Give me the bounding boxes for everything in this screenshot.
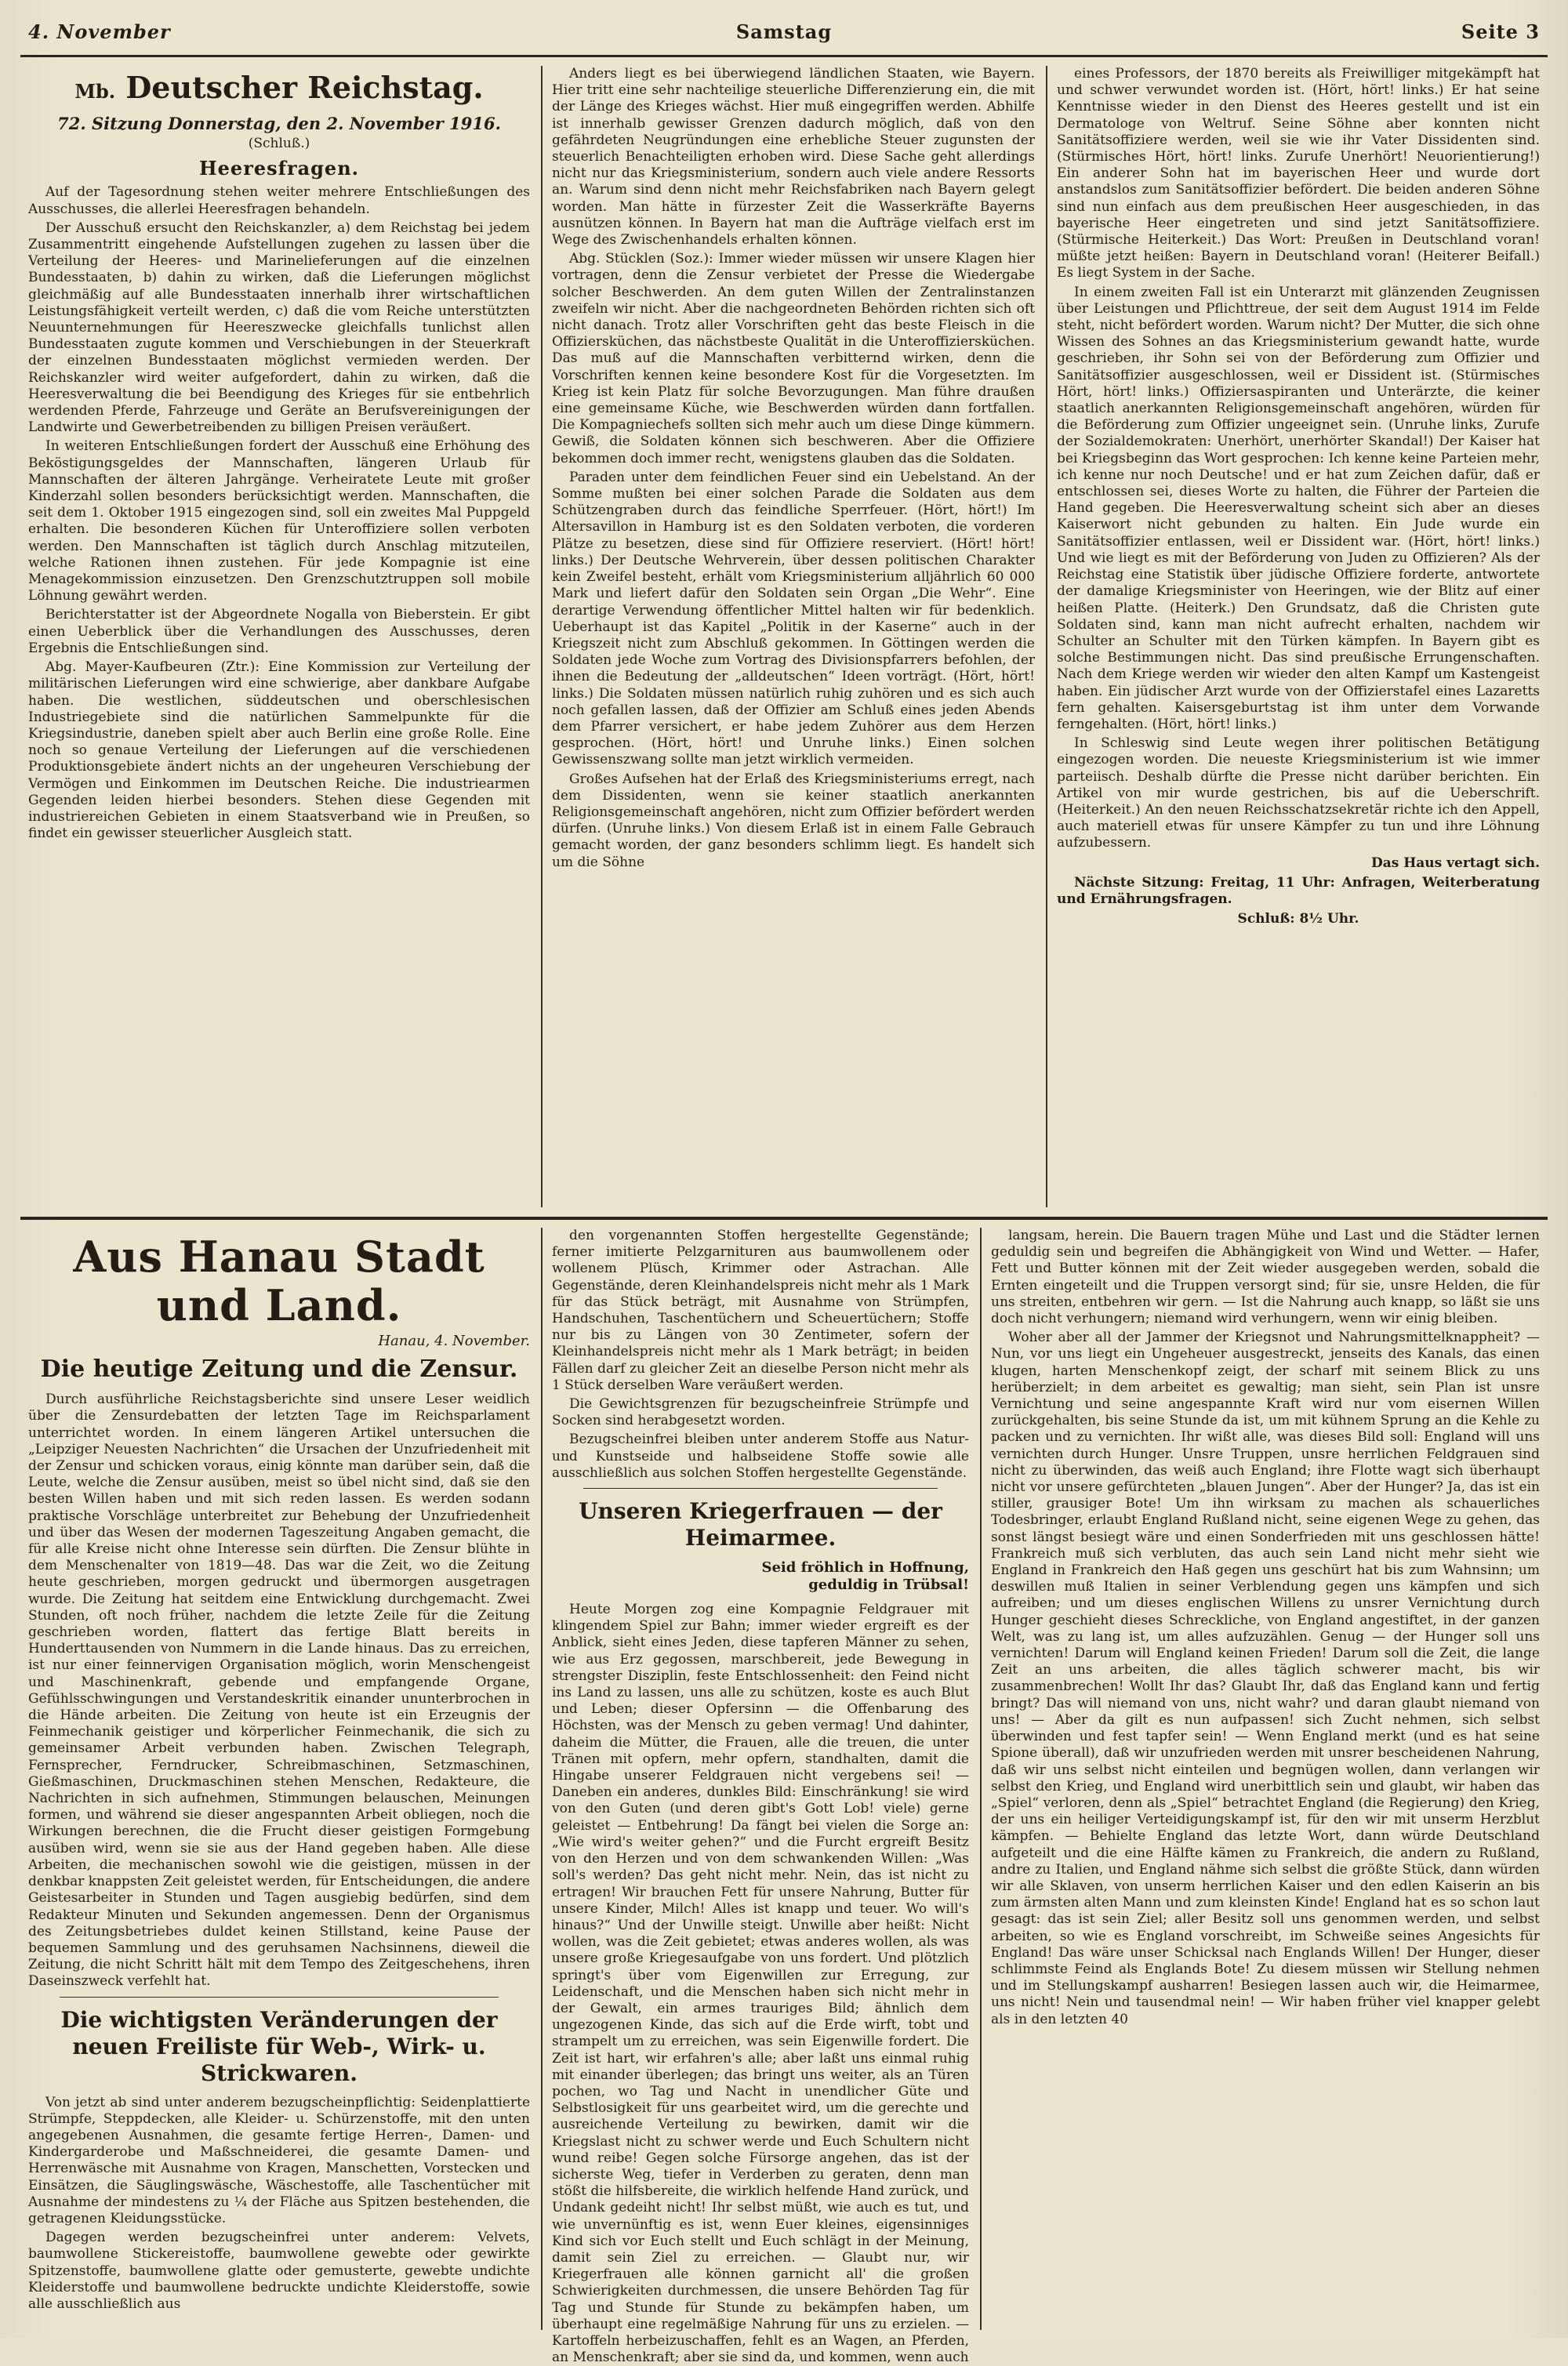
paragraph: Der Ausschuß ersucht den Reichskanzler, a) dem Reichstag bei jedem Zusammentritt eingehende Aufstellungen zugehen zu lassen über die Verteilung der Heeres- und Marinelieferungen auf die einzelnen Bundesstaaten, b) dahin zu wirken, daß die Lieferungen möglichst gleichmäßig auf alle Bundesstaaten innerhalb ihrer wirtschaftlichen Leistungsfähigkeit verteilt werden, c) daß die vom Reiche unterstützten Neuunternehmungen für Heereszwecke gleichfalls tunlichst allen Bundesstaaten zugute kommen und Verschiebungen in der Steuerkraft der einzelnen Bundesstaaten möglichst vermieden werden. Der Reichskanzler wird weiter aufgefordert, dahin zu wirken, daß die Heeresverwaltung die bei Beendigung des Krieges für sie entbehrlich werdenden Pferde, Fahrzeuge und Geräte an Berufsvereinigungen der Landwirte und Gewerbetreibenden zu billigen Preisen veräußert. xyxy=(28,220,530,436)
paragraph: Berichterstatter ist der Abgeordnete Nogalla von Bieberstein. Er gibt einen Ueberblick über die Verhandlungen des Ausschusses, deren Ergebnis die Entschließungen sind. xyxy=(28,607,530,656)
paragraph: Großes Aufsehen hat der Erlaß des Kriegsministeriums erregt, nach dem Dissidenten, wenn sie keiner staatlich anerkannten Religionsgemeinschaft angehören, nicht zum Offizier befördert werden dürfen. (Unruhe links.) Von diesem Erlaß ist in einem Falle Gebrauch gemacht worden, der ganz besonders schlimm liegt. Es handelt sich um die Söhne xyxy=(552,771,1035,870)
reichstag-column-2 xyxy=(552,66,1035,1207)
column-divider xyxy=(541,1228,543,2330)
section-divider xyxy=(20,1217,1548,1220)
article-separator xyxy=(583,1488,938,1489)
paragraph: den vorgenannten Stoffen hergestellte Gegenstände; ferner imitierte Pelzgarnituren aus baumwollenem oder wollenem Plüsch, Krimmer oder Astrachan. Alle Gegenstände, deren Kleinhandelspreis nicht mehr als 1 Mark für das Stück beträgt, mit Ausnahme von Strümpfen, Handschuhen, Taschentüchern und Scheuertüchern; Stoffe nur bis zu Längen von 30 Zentimeter, sofern der Kleinhandelspreis nicht mehr als 1 Mark beträgt; in beiden Fällen darf zu gleicher Zeit an dieselbe Person nicht mehr als 1 Stück derselben Ware veräußert werden. xyxy=(552,1228,969,1393)
column-divider xyxy=(541,66,543,1207)
article-motto: Seid fröhlich in Hoffnung, geduldig in Trübsal! xyxy=(761,1559,969,1594)
paragraph: Die Gewichtsgrenzen für bezugscheinfreie Strümpfe und Socken sind herabgesetzt worden. xyxy=(552,1396,969,1429)
reichstag-session: 72. Sitzung Donnerstag, den 2. November 1916. xyxy=(57,114,501,133)
column-divider xyxy=(980,1228,982,2330)
reichstag-title-text: Deutscher Reichstag. xyxy=(125,70,484,105)
hanau-column xyxy=(28,1228,530,2330)
column-divider xyxy=(1046,66,1047,1207)
paragraph: In Schleswig sind Leute wegen ihrer politischen Betätigung eingezogen worden. Die neueste Kriegsministerium ist wie immer parteiisch. Deshalb dürfte die Presse nicht darüber berichten. Ein Artikel von mir wurde gestrichen, bis auf die Ueberschrift. (Heiterkeit.) An den neuen Reichsschatzsekretär richte ich den Appell, auch materiell etwas für unsere Kämpfer zu tun und ihre Löhnung aufzubessern. xyxy=(1057,735,1540,851)
paragraph: Abg. Mayer-Kaufbeuren (Ztr.): Eine Kommission zur Verteilung der militärischen Lieferungen wird eine schwierige, aber dankbare Aufgabe haben. Die westlichen, süddeutschen und oberschlesischen Industriegebiete sind die natürlichen Sammelpunkte für die Kriegsindustrie, daneben spielt aber auch Berlin eine große Rolle. Eine noch so genaue Verteilung der Lieferungen auf die verschiedenen Produktionsgebiete ändert nichts an der ungeheuren Verschiebung der Vermögen und Einkommen im Deutschen Reiche. Die industriearmen Gegenden leiden hierbei besonders. Stehen diese Gegenden mit industriereichen Gebieten in einem Staatsverband wie in Preußen, so findet ein gewisser steuerlicher Ausgleich statt. xyxy=(28,659,530,842)
paragraph: eines Professors, der 1870 bereits als Freiwilliger mitgekämpft hat und schwer verwundet worden ist. (Hört, hört! links.) Er hat seine Kenntnisse wieder in den Dienst des Heeres gestellt und ist ein Dermatologe von Weltruf. Seine Söhne aber konnten nicht Sanitätsoffiziere werden, weil sie wie ihr Vater Dissidenten sind. (Stürmisches Hört, hört! links. Zurufe Unerhört! Neuorientierung!) Ein anderer Sohn hat im bayerischen Heer und wurde dort anstandslos zum Sanitätsoffizier befördert. Die beiden anderen Söhne sind nun einfach aus dem preußischen Heer ausgeschieden, in das bayerische Heer eingetreten und sind jetzt Sanitätsoffiziere. (Stürmische Heiterkeit.) Das Wort: Preußen in Deutschland voran! müßte jetzt heißen: Bayern in Deutschland voran! (Heiterer Beifall.) Es liegt System in der Sache. xyxy=(1057,66,1540,281)
paragraph: Paraden unter dem feindlichen Feuer sind ein Uebelstand. An der Somme mußten bei einer solchen Parade die Soldaten aus dem Schützengraben durch das feindliche Sperrfeuer. (Hört, hört!) Im Altersavillon in Hamburg ist es den Soldaten verboten, die vorderen Plätze zu besetzen, diese sind für Offiziere reserviert. (Hört! hört! links.) Der Deutsche Wehrverein, über dessen politischen Charakter kein Zweifel besteht, erhält vom Kriegsministerium alljährlich 60 000 Mark und liefert dafür den Soldaten sein Organ „Die Wehr“. Eine derartige Verwendung öffentlicher Mittel halten wir für bedenklich. Ueberhaupt ist das Kapitel „Politik in der Kaserne“ auch in der Kriegszeit nicht zum Abschluß gekommen. In Göttingen werden die Soldaten jede Woche zum Vortrag des Divisionspfarrers befohlen, der ihnen die Bedeutung der „alldeutschen“ Ideen vorträgt. (Hört, hört! links.) Die Soldaten müssen natürlich ruhig zuhören und es sich auch noch gefallen lassen, daß der Offizier am Schluß eines jeden Abends dem Pfarrer versichert, er habe jedem Zuhörer aus dem Herzen gesprochen. (Hört, hört! und Unruhe links.) Einen solchen Gewissenszwang sollte man jetzt wirklich vermeiden. xyxy=(552,469,1035,768)
reichstag-column xyxy=(28,66,530,1207)
paragraph: Auf der Tagesordnung stehen weiter mehrere Entschließungen des Ausschusses, die allerlei Heeresfragen behandeln. xyxy=(28,184,530,217)
paragraph: Von jetzt ab sind unter anderem bezugscheinpflichtig: Seidenplattierte Strümpfe, Steppdecken, alle Kleider- u. Schürzenstoffe, mit den unten angegebenen Ausnahmen, die gesamte fertige Herren-, Damen- und Kindergarderobe und Maßschneiderei, die gesamte Damen- und Herrenwäsche mit Ausnahme von Kragen, Manschetten, Vorstecken und Einsätzen, die Säuglingswäsche, Wäschestoffe, alle Taschentücher mit Ausnahme der mindestens zu ¼ der Fläche aus Spitzen bestehenden, die getragenen Kleidungsstücke. xyxy=(28,2094,530,2226)
page-header xyxy=(20,9,1548,57)
article-separator xyxy=(60,1997,499,1998)
next-session: Nächste Sitzung: Freitag, 11 Uhr: Anfragen, Weiterberatung und Ernährungsfragen. xyxy=(1057,874,1540,907)
article-title-freiliste: Die wichtigsten Veränderungen der neuen Freiliste für Web-, Wirk- u. Strickwaren. xyxy=(60,2006,498,2086)
article-title-kriegerfrauen: Unseren Kriegerfrauen — der Heimarmee. xyxy=(579,1498,942,1551)
header-day: Samstag xyxy=(735,20,833,43)
paragraph: Durch ausführliche Reichstagsberichte sind unsere Leser weidlich über die Zensurdebatten der letzten Tage im Reichsparlament unterrichtet worden. In einem längeren Artikel untersuchen die „Leipziger Neuesten Nachrichten“ die Ursachen der Unzufriedenheit mit der Zensur und schicken voraus, einig könnte man darüber sein, daß die Leute, welche die Zensur ausüben, meist so übel nicht sind, daß sie den besten Willen haben und mit sich reden lassen. Es werden sodann praktische Vorschläge unterbreitet zur Behebung der Unzufriedenheit und über das Wesen der modernen Tageszeitung Angaben gemacht, die für alle Kreise nicht ohne Interesse sein dürften. Die Zensur blühte in dem Menschenalter von 1819—48. Das war die Zeit, wo die Zeitung heute geschrieben, morgen gedruckt und übermorgen ausgetragen wurde. Die Zeitung hat seitdem eine Entwicklung durchgemacht. Zwei Stunden, oft noch früher, nachdem die letzte Zeile für die Zeitung geschrieben worden, flattert das fertige Blatt bereits in Hunderttausenden von Nummern in die Lande hinaus. Das zu erreichen, ist nur einer feinnervigen Organisation möglich, worin Menschengeist und Maschinenkraft, gebende und empfangende Organe, Gefühlsschwingungen und Verstandeskritik einander ununterbrochen in die Hände arbeiten. Die Zeitung von heute ist ein Erzeugnis der Feinmechanik geistiger und körperlicher Feinmechanik, die sich zu gemeinsamer Arbeit verbunden haben. Zwischen Telegraph, Fernsprecher, Ferndrucker, Schreibmaschinen, Setzmaschinen, Gießmaschinen, Druckmaschinen stehen Menschen, Redakteure, die Nachrichten in sich aufnehmen, Stimmungen belauschen, Meinungen formen, und während sie dieser angespannten Arbeit obliegen, noch die Wirkungen berechnen, die die Frucht dieser geistigen Formgebung ausüben wird, wenn sie sie aus der Hand gegeben haben. Alle diese Arbeiten, die mechanischen sowohl wie die geistigen, müssen in der denkbar knappsten Zeit geleistet werden, für Entscheidungen, die andere Geistesarbeiter in Stunden und Tagen ausgiebig bedürfen, sind dem Redakteur Minuten und Sekunden angemessen. Denn der Organismus des Zeitungsbetriebes duldet keinen Stillstand, keine Pause der bequemen Sammlung und des geruhsamen Nachsinnens, dieweil die Zeitung, die nicht Schritt hält mit dem Tempo des Zeitgeschehens, ihren Daseinszweck verfehlt hat. xyxy=(28,1392,530,1990)
reichstag-column-3 xyxy=(1057,66,1540,1207)
header-date: 4. November xyxy=(28,20,171,43)
section-heeresfragen: Heeresfragen. xyxy=(198,157,359,180)
house-adjourned: Das Haus vertagt sich. xyxy=(1370,855,1540,871)
header-page-number: Seite 3 xyxy=(1461,20,1540,43)
hanau-section-title: Aus Hanau Stadt und Land. xyxy=(73,1232,485,1330)
article-title-zensur: Die heutige Zeitung und die Zensur. xyxy=(40,1355,518,1384)
right-column xyxy=(991,1228,1540,2330)
paragraph: Anders liegt es bei überwiegend ländlichen Staaten, wie Bayern. Hier tritt eine sehr nachteilige steuerliche Differenzierung ein, die mit der Länge des Krieges wächst. Hier muß eingegriffen werden. Abhilfe ist innerhalb gewisser Grenzen dadurch möglich, daß von den gefährdeten Neugründungen eine erhebliche Steuer zugunsten der steuerlich Benachteiligten erhoben wird. Diese Sache geht allerdings nicht nur das Kriegsministerium, sondern auch viele andere Ressorts an. Warum sind denn nicht mehr Reichsfabriken nach Bayern gelegt worden. Man hätte in fürzester Zeit die Wasserkräfte Bayerns ausnützen können. In Bayern hat man die Aufträge vielfach erst im Wege des Zwischenhandels erhalten können. xyxy=(552,66,1035,249)
paragraph: langsam, herein. Die Bauern tragen Mühe und Last und die Städter lernen geduldig sein und begreifen die Abhängigkeit von Wind und Wetter. — Hafer, Fett und Butter können mit der Zeit wieder ausgegeben werden, sobald die Ernten eingeteilt und die Truppen versorgt sind; für sie, unsre Helden, die für uns streiten, entbehren wir gern. — Ist die Nahrung auch knapp, so läßt sie uns doch nicht verhungern; niemand wird verhungern, wenn wir einig bleiben. xyxy=(991,1228,1540,1327)
reichstag-title xyxy=(28,71,530,109)
paragraph: In einem zweiten Fall ist ein Unterarzt mit glänzenden Zeugnissen über Leistungen und Pflichttreue, der seit dem August 1914 im Felde steht, nicht befördert worden. Warum nicht? Der Mutter, die sich ohne Wissen des Sohnes an das Kriegsministerium gewandt hatte, wurde geschrieben, ihr Sohn sei von der Beförderung zum Offizier und Sanitätsoffizier ausgeschlossen, weil er Dissident ist. (Stürmisches Hört, hört! links.) Offiziersaspiranten und Unterärzte, die keiner staatlich anerkannten Religionsgemeinschaft angehören, würden für die Beförderung zum Offizier ungeeignet sein. (Unruhe links, Zurufe der Sozialdemokraten: Unerhört, unerhörter Skandal!) Der Kaiser hat bei Kriegsbeginn das Wort gesprochen: Ich kenne keine Parteien mehr, ich kenne nur noch Deutsche! und er hat zum Zeichen dafür, daß er entschlossen sei, dieses Worte zu halten, die Führer der Parteien die Hand gegeben. Die Heeresverwaltung scheint sich aber an dieses Kaiserwort nicht gebunden zu halten. Ein Jude wurde ein Sanitätsoffizier entlassen, weil er Dissident war. (Hört, hört! links.) Und wie liegt es mit der Beförderung von Juden zu Offizieren? Als der Reichstag eine Statistik über jüdische Offiziere forderte, antwortete der damalige Kriegsminister von Heeringen, wie der Blitz auf einer heißen Platte. (Heiterk.) Den Grundsatz, daß die Christen gute Soldaten sind, kann man nicht aufrecht erhalten, nachdem wir Schulter an Schulter mit den Türken kämpfen. In Bayern gibt es solche Bestimmungen nicht. Das sind preußische Errungenschaften. Nach dem Kriege werden wir wieder den alten Kampf um Kastengeist haben. Ein jüdischer Arzt wurde von der Offizierstafel eines Lazaretts fern gehalten. Kaisersgeburtstag ist ihm unter dem Vorwande ferngehalten. (Hört, hört! links.) xyxy=(1057,284,1540,732)
closing-time: Schluß: 8½ Uhr. xyxy=(1237,911,1359,927)
paragraph: Dagegen werden bezugscheinfrei unter anderem: Velvets, baumwollene Stickereistoffe, baumwollene gewebte oder gewirkte Spitzenstoffe, baumwollene glatte oder gemusterte, gewebte undichte Kleiderstoffe und baumwollene bedruckte undichte Kleiderstoffe, sowie alle ausschließlich aus xyxy=(28,2230,530,2312)
paragraph: Woher aber all der Jammer der Kriegsnot und Nahrungsmittelknappheit? — Nun, vor uns liegt ein Ungeheuer ausgestreckt, jenseits des Kanals, das einen klugen, harten Menschenkopf zeigt, der scharf mit seinem Blick zu uns herüberzielt; in dem arbeitet es gewaltig; man sieht, sein Plan ist unsre Vernichtung und seine angespannte Kraft wird nur vom eisernen Willen zurückgehalten, bis seine Stunde da ist, um mit kühnem Sprung an die Kehle zu packen und zu vernichten. Ihr wißt alle, was dieses Bild soll: England will uns vernichten durch Hunger. Unsre Truppen, unsre herrlichen Feldgrauen sind nicht zu überwinden, das weiß auch England; ihre Flotte wagt sich überhaupt nicht vor unsere gefürchteten „blauen Jungen“. Aber der Hunger? Ja, das ist ein stiller, grausiger Bote! Um ihn wirksam zu machen als schauerliches Todesbringer, erlaubt England Rußland nicht, seine eigenen Wege zu gehen, das sonst längst besiegt wäre und einen Sonderfrieden mit uns geschlossen hätte! Frankreich muß sich verbluten, das auch sein Land nicht mehr sieht wie England in Frankreich den Haß gegen uns geschürt hat bis zum Wahnsinn; um deswillen muß Italien in seiner Verblendung gegen uns kämpfen und sich aufreiben; und um dieses englischen Willens zu unsrer Vernichtung durch Hunger geschieht dieses Schreckliche, von England angestiftet, in der ganzen Welt, was zu lang ist, um alles aufzuzählen. Genug — der Hunger soll uns vernichten! Darum will England keinen Frieden! Darum soll die Zeit, die lange Zeit an uns arbeiten, die alles täglich schwerer macht, bis wir zusammenbrechen! Wollt Ihr das? Glaubt Ihr, daß das England kann und fertig bringt? Das will niemand von uns, nicht wahr? und daran glaubt niemand von uns! — Aber da gilt es nun aufpassen! sich Zucht nehmen, sich selbst überwinden und fest tapfer sein! — Wenn England merkt (und es hat seine Spione überall), daß wir unzufrieden werden mit unsrer bescheidenen Nahrung, daß wir uns selbst nicht einteilen und begnügen wollen, dann verlangen wir selbst den Krieg, und England wird unerbittlich sein und glaubt, wir haben das „Spiel“ verloren, denn als „Spiel“ betrachtet England (die Regierung) den Krieg, der uns ein heiliger Verteidigungskampf ist, für den wir mit unserm Herzblut kämpfen. — Behielte England das letzte Wort, dann würde Deutschland aufgeteilt und die eine Hälfte kämen zu Frankreich, die andern zu Rußland, andre zu Italien, und England nähme sich selbst die größte Stück, dann würden wir alle Sklaven, von unserm herrlichen Kaiser und den edlen Kaiserin an bis zum ärmsten alten Mann und zum kleinsten Kinde! England hat es so schon laut gesagt: das ist sein Ziel; aller Besitz soll uns genommen werden, und selbst arbeiten, so wie es England vorschreibt, im Schweiße seines Angesichts für England! Das wäre unser Schicksal nach Englands Willen! Der Hunger, dieser schlimmste Feind als Englands Bote! Zu diesem müssen wir Stellung nehmen und im Stellungskampf ausharren! Besiegen lassen auch wir, die Heimarmee, uns nicht! Nein und tausendmal nein! — Wir haben früher viel knapper gelebt als in den letzten 40 xyxy=(991,1330,1540,2027)
paragraph: In weiteren Entschließungen fordert der Ausschuß eine Erhöhung des Beköstigungsgeldes der Mannschaften, längeren Urlaub für Mannschaften der älteren Jahrgänge. Verheiratete Leute mit großer Kinderzahl sollen besonders berücksichtigt werden. Mannschaften, die seit dem 1. Oktober 1915 eingezogen sind, soll ein zweites Mal Puppgeld erhalten. Die besonderen Küchen für Unteroffiziere sollen verboten werden. Den Mannschaften ist täglich durch Anschlag mitzuteilen, welche Rationen ihnen zustehen. Für jede Kompagnie ist eine Menagekommission einzusetzen. Den Grenzschutztruppen soll mobile Löhnung gewährt werden. xyxy=(28,438,530,604)
reichstag-title-prefix: Mb. xyxy=(74,80,116,103)
reichstag-schluss: (Schluß.) xyxy=(248,136,310,151)
middle-column xyxy=(552,1228,969,2366)
hanau-dateline: Hanau, 4. November. xyxy=(378,1333,530,1349)
paragraph: Heute Morgen zog eine Kompagnie Feldgrauer mit klingendem Spiel zur Bahn; immer wieder ergreift es der Anblick, sieht eines Jeden, diese tapferen Männer zu sehen, wie aus Erz gegossen, marschbereit, jede Bewegung in strengster Disziplin, feste Entschlossenheit: den Feind nicht ins Land zu lassen, uns alle zu schützen, koste es auch Blut und Leben; dieser Opfersinn — die Offenbarung des Höchsten, was der Mensch zu geben vermag! Und dahinter, daheim die Mütter, die Frauen, alle die treuen, die unter Tränen mit opfern, mehr opfern, standhalten, damit die Hingabe unserer Feldgrauen nicht vergebens sei! — Daneben ein anderes, dunkles Bild: Einschränkung! sie wird von den Guten (und deren gibt's Gott Lob! viele) gerne geleistet — Entbehrung! Da fängt bei vielen die Sorge an: „Wie wird's weiter gehen?“ und die Furcht ergreift Besitz von den Herzen und von dem schwankenden Willen: „Was soll's werden? Das geht nicht mehr. Nein, das ist nicht zu ertragen! Wir brauchen Fett für unsere Nahrung, Butter für unsere Kinder, Milch! Alles ist knapp und teuer. Wo will's hinaus?“ Und der Unwille steigt. Unwille aber heißt: Nicht wollen, was die Zeit gebietet; etwas anderes wollen, als was unsere große Kriegesaufgabe von uns fordert. Und plötzlich springt's über vom Eigenwillen zur Erregung, zur Leidenschaft, und die Menschen haben sich nicht mehr in der Gewalt, ein armes trauriges Bild; ähnlich dem ungezogenen Kinde, das sich auf die Erde wirft, tobt und strampelt um zu erreichen, was sein Eigenwille fordert. Die Zeit ist hart, wir erfahren's alle; aber laßt uns einmal ruhig mit einander überlegen; das bringt uns weiter, als an Türen pochen, wo Tag und Nacht in unendlicher Güte und Selbstlosigkeit für uns gearbeitet wird, um die gerechte und ausreichende Verteilung zu bewirken, damit wir die Kriegslast nicht zu schwer werde und Euch Schultern nicht wund reibe! Gegen solche Fürsorge angehen, das ist der sicherste Weg, tiefer in Verderben zu geraten, denn man stößt die hilfsbereite, die wirklich helfende Hand zurück, und Undank gedeiht nicht! Ihr selbst müßt, wie auch es tut, und wie unvernünftig es ist, wenn Euer kleines, eigensinniges Kind sich vor Euch stellt und Euch schlägt in der Meinung, damit sein Ziel zu erreichen. — Glaubt nur, wir Kriegerfrauen alle können garnicht all' die großen Schwierigkeiten durchmessen, die unsere Behörden Tag für Tag und Stunde für Stunde zu bekämpfen haben, um überhaupt eine regelmäßige Nahrung für uns zu erzielen. — Kartoffeln herbeizuschaffen, fehlt es an Wagen, an Pferden, an Menschenkraft; aber sie sind da, und kommen, wenn auch xyxy=(552,1602,969,2366)
paragraph: Bezugscheinfrei bleiben unter anderem Stoffe aus Natur- und Kunstseide und halbseidene Stoffe sowie alle ausschließlich aus solchen Stoffen hergestellte Gegenstände. xyxy=(552,1432,969,1481)
paragraph: Abg. Stücklen (Soz.): Immer wieder müssen wir unsere Klagen hier vortragen, denn die Zensur verbietet der Presse die Wiedergabe solcher Beschwerden. An dem guten Willen der Zentralinstanzen zweifeln wir nicht. Aber die nachgeordneten Behörden richten sich oft nicht danach. Trotz aller Vorschriften geht das beste Fleisch in die Offiziersküchen, das nächstbeste Qualität in die Unteroffiziersküchen. Das muß auf die Mannschaften verbitternd wirken, denn die Vorschriften kennen keine besondere Kost für die Vorgesetzten. Im Krieg ist kein Platz für solche Bevorzugungen. Man führe draußen eine gemeinsame Küche, wie Beschwerden würden dann fortfallen. Die Kompagniechefs sollten sich mehr auch um diese Dinge kümmern. Gewiß, die Soldaten können sich beschweren. Aber die Offiziere bekommen doch immer recht, wenigstens glauben das die Soldaten. xyxy=(552,251,1035,466)
